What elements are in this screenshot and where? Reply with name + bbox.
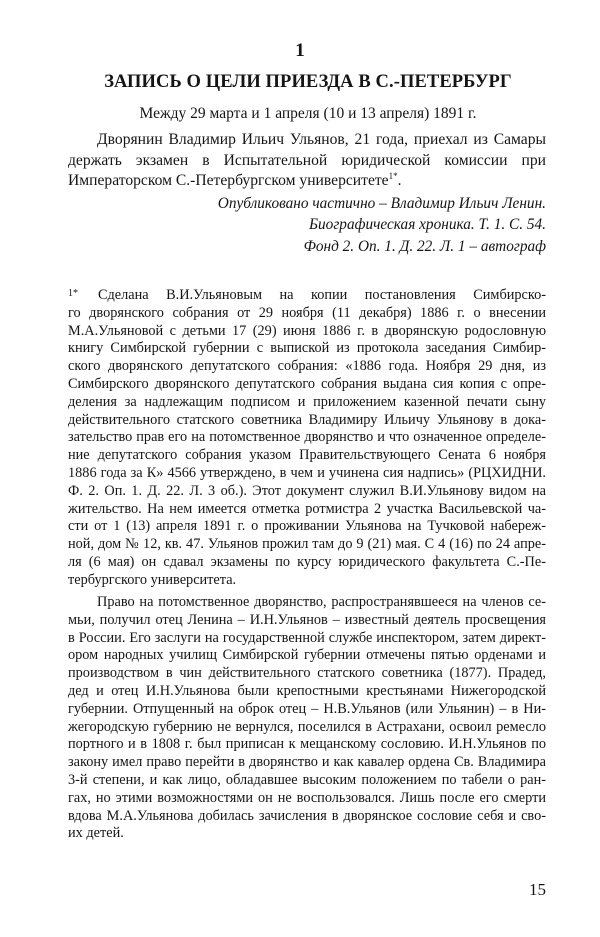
footnote-line: жительство. На нем имеется отметка ротмистра 2 участка Васильевской ча-: [68, 500, 546, 517]
footnote-line: М.А.Ульяновой с детьми 17 (29) июня 1886 г. в дворянскую родословную: [68, 322, 546, 339]
commentary-line: дед и отец И.Н.Ульянова были крепостными крестьянами Нижегородской: [68, 682, 546, 699]
footnote-line: сти от 1 (13) апреля 1891 г. о проживании Ульянова на Тучковой набереж-: [68, 518, 546, 535]
footnote-line-text: Сделана В.И.Ульяновым на копии постановления Симбирско-: [98, 287, 546, 303]
commentary-line: 3-й степени, и как лицо, обладавшее высоким положением по табели о ран-: [68, 771, 546, 788]
page-number: 15: [529, 880, 546, 899]
commentary-line: гах, но этими возможностями он не воспользовался. Лишь после его смерти: [68, 789, 546, 806]
commentary-line: производством в чин действительного статского советника (1877). Прадед,: [68, 665, 546, 682]
footnote-line: книгу Симбирской губернии с выпиской из протокола заседания Симбир-: [68, 340, 546, 357]
commentary-line: жегородскую губернию не вернулся, поселился в Астрахани, освоил ремесло: [68, 718, 546, 735]
footnote-line: зательство прав его на потомственное дворянство и что означенное определе-: [68, 429, 546, 446]
footnote-line: 1886 года за К» 4566 утверждено, в чем и учинена сия надпись» (РЦХИДНИ.: [68, 464, 546, 481]
body-line: Дворянин Владимир Ильич Ульянов, 21 года, приехал из Самары: [97, 131, 546, 148]
archive-reference: [68, 237, 546, 257]
footnote: [68, 287, 546, 590]
document-title: ЗАПИСЬ О ЦЕЛИ ПРИЕЗДА В С.-ПЕТЕРБУРГ: [104, 72, 512, 92]
commentary-line: в России. Его заслуги на государственной службе инспектором, затем директ-: [68, 629, 546, 646]
body-line: держать экзамен в Испытательной юридической комиссии при: [68, 151, 546, 169]
footnote-line: ля (6 мая) он сдавал экзамены по курсу юридического факультета С.-Пе-: [68, 553, 546, 570]
commentary-line: вдова М.А.Ульянова добилась зачисления в дворянское сословие себя и сво-: [68, 807, 546, 824]
footnote-line: ского дворянского депутатского собрания: «1886 года. Ноября 29 дня, из: [68, 358, 546, 375]
footnote-line: деления за надлежащим подписом и приложением казенной печати сыну: [68, 393, 546, 410]
footnote-marker: 1*: [68, 288, 78, 299]
footnote-line: действительного статского советника Владимиру Ильичу Ульянову в дока-: [68, 411, 546, 428]
commentary-line: Право на потомственное дворянство, распространявшееся на членов се-: [97, 594, 546, 610]
document-number: 1: [295, 40, 305, 61]
footnote-line: Симбирского дворянского депутатского собрания выдана сия копия с опре-: [68, 375, 546, 392]
document-date: Между 29 марта и 1 апреля (10 и 13 апреля) 1891 г.: [139, 105, 477, 122]
footnote-first-line: [68, 287, 546, 305]
fond-line: Фонд 2. Оп. 1. Д. 22. Л. 1 – автограф: [303, 238, 546, 255]
body-line-text: Императорском С.-Петербургском университете: [68, 172, 389, 189]
publication-line: Опубликовано частично – Владимир Ильич Ленин.: [217, 195, 546, 212]
commentary-line: губернии. Отпущенный на оброк отец – Н.В.Ульянов (или Ульянин) – в Ни-: [68, 700, 546, 717]
commentary-line: ором народных училищ Симбирской губернии отмечены пятью орденами и: [68, 647, 546, 664]
commentary-line: закону имел право перейти в дворянство и как кавалер ордена Св. Владимира: [68, 754, 546, 771]
commentary-line: мьи, получил отец Ленина – И.Н.Ульянов – известный деятель просвещения: [68, 611, 546, 628]
footnote-line: ние депутатского собрания указом Правительствующего Сената 6 ноября: [68, 447, 546, 464]
footnote-line-last: тербургского университета.: [68, 571, 237, 588]
publication-info: [68, 193, 546, 235]
body-line-last: Императорском С.-Петербургском университете$^{1*}$.: [68, 170, 402, 189]
footnote-line: ной, дом № 12, кв. 47. Ульянов прожил там до 9 (21) мая. С 4 (16) по 24 апре-: [68, 536, 546, 553]
note-reference[interactable]: 1*: [388, 170, 398, 181]
footnote-line: Ф. 2. Оп. 1. Д. 22. Л. 3 об.). Этот документ служил В.И.Ульянову видом на: [68, 482, 546, 499]
commentary-line: портного и в 1808 г. был приписан к мещанскому сословию. И.Н.Ульянов по: [68, 736, 546, 753]
footnote-line: го дворянского собрания от 29 ноября (11 декабря) 1886 г. о внесении: [68, 304, 546, 321]
document-body: [68, 130, 546, 192]
commentary-line-last: их детей.: [68, 825, 124, 842]
commentary: [68, 594, 546, 843]
publication-line: Биографическая хроника. Т. 1. С. 54.: [309, 216, 546, 233]
